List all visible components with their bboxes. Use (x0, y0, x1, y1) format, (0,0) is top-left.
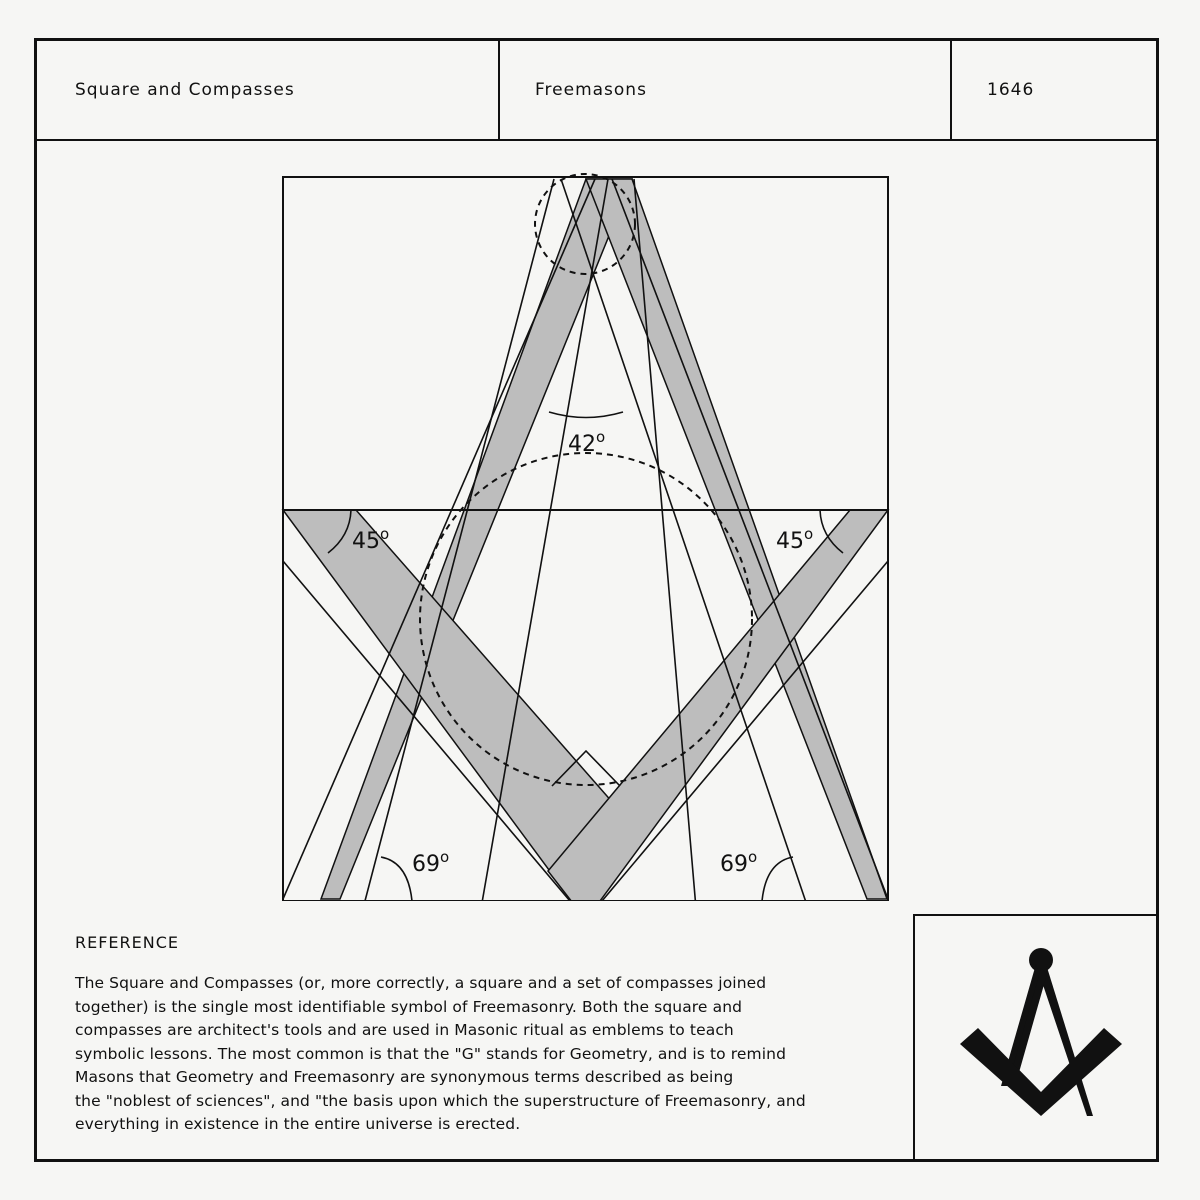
group-name: Freemasons (500, 41, 952, 139)
apex-angle-label: 42$^o$ (568, 428, 606, 457)
reference-line: The Square and Compasses (or, more correctly, a square and a set of compasses joined (75, 974, 767, 992)
left-leg-angle-arc (381, 857, 412, 901)
reference-text (75, 972, 875, 1137)
reference-section (75, 933, 875, 1137)
reference-line: together) is the single most identifiable symbol of Freemasonry. Both the square and (75, 997, 743, 1016)
reference-line: compasses are architect's tools and are used in Masonic ritual as emblems to teach (75, 1021, 734, 1039)
square-and-compasses-icon (915, 916, 1159, 1162)
reference-line: everything in existence in the entire universe is erected. (75, 1115, 521, 1133)
left-square-angle-label: 45$^o$ (352, 525, 390, 554)
right-leg-angle-arc (762, 857, 793, 901)
right-square-angle-label: 45$^o$ (776, 525, 814, 554)
reference-line: the "noblest of sciences", and "the basis upon which the superstructure of Freemasonry, and (75, 1091, 806, 1110)
right-leg-angle-label: 69$^o$ (720, 848, 758, 877)
reference-line: Masons that Geometry and Freemasonry are synonymous terms described as being (75, 1068, 734, 1086)
apex-angle-arc (549, 412, 623, 418)
reference-line: symbolic lessons. The most common is that the "G" stands for Geometry, and is to remind (75, 1044, 787, 1063)
construction-diagram (37, 41, 1162, 901)
symbol-title: Square and Compasses (37, 41, 500, 139)
card-frame (34, 38, 1159, 1162)
logo-panel (913, 914, 1159, 1162)
year-value: 1646 (987, 80, 1035, 100)
square-right-arm-band (548, 510, 888, 901)
left-leg-angle-label: 69$^o$ (412, 848, 450, 877)
reference-heading: REFERENCE (75, 933, 180, 952)
